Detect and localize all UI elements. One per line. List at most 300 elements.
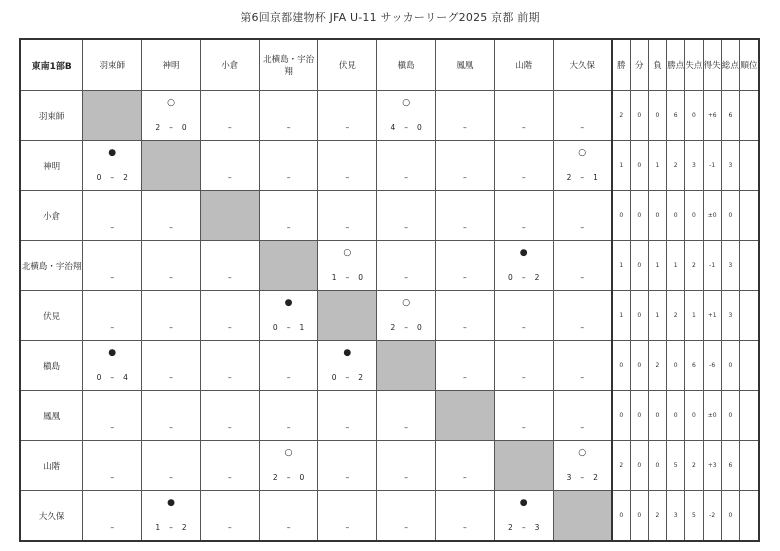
no-match-dash: –: [463, 523, 467, 532]
empty-match-cell: [553, 341, 612, 391]
loss-dot-icon: ●: [167, 498, 175, 508]
no-match-dash: –: [580, 223, 585, 232]
no-match-dash: –: [286, 523, 291, 532]
stat-cell: 0: [667, 191, 685, 241]
no-match-dash: –: [580, 273, 585, 282]
self-match-cell: [318, 291, 377, 341]
home-goals: 2: [272, 473, 278, 482]
no-match-dash: –: [227, 473, 232, 482]
table-row: [20, 341, 759, 391]
row-header-team: 羽束師: [20, 91, 83, 141]
stat-cell: 0: [630, 191, 648, 241]
no-match-dash: –: [521, 123, 526, 132]
match-score: [260, 324, 318, 332]
table-row: [20, 91, 759, 141]
loss-dot-icon: ●: [343, 348, 352, 358]
empty-match-cell: [142, 291, 201, 341]
column-header-stat: 総点: [721, 39, 739, 91]
match-score: [377, 324, 435, 332]
empty-match-cell: [142, 341, 201, 391]
stat-cell: 6: [667, 91, 685, 141]
empty-match-cell: [318, 91, 377, 141]
column-header-team: 伏見: [318, 39, 377, 91]
match-result-cell: [259, 441, 318, 491]
stat-cell: 5: [667, 441, 685, 491]
empty-match-cell: [318, 391, 377, 441]
stat-cell: 0: [648, 91, 666, 141]
score-separator: –: [580, 173, 585, 182]
empty-match-cell: [83, 491, 142, 542]
column-header-team: 槇島: [377, 39, 436, 91]
stat-cell: 1: [648, 141, 666, 191]
empty-match-cell: [83, 191, 142, 241]
stat-cell: 1: [612, 291, 630, 341]
no-match-dash: –: [521, 223, 526, 232]
stat-cell: 0: [648, 391, 666, 441]
stat-cell: 0: [685, 391, 703, 441]
no-match-dash: –: [227, 373, 232, 382]
stat-cell: 0: [612, 491, 630, 542]
no-match-dash: –: [110, 423, 115, 432]
away-goals: 3: [534, 523, 540, 532]
empty-match-cell: [200, 441, 259, 491]
row-header-team: 小倉: [20, 191, 83, 241]
stat-cell: [740, 341, 759, 391]
stat-cell: 0: [630, 341, 648, 391]
stat-cell: 3: [721, 291, 739, 341]
no-match-dash: –: [521, 173, 526, 182]
empty-match-cell: [436, 291, 495, 341]
no-match-dash: –: [580, 423, 585, 432]
home-goals: 2: [155, 123, 161, 132]
row-header-team: 神明: [20, 141, 83, 191]
stat-cell: 3: [721, 141, 739, 191]
page-title: 第6回京都建物杯 JFA U-11 サッカーリーグ2025 京都 前期: [240, 11, 540, 24]
stat-cell: 0: [630, 441, 648, 491]
match-result-cell: [553, 141, 612, 191]
stat-cell: 2: [612, 441, 630, 491]
home-goals: 0: [508, 273, 513, 282]
stat-cell: 0: [630, 491, 648, 542]
empty-match-cell: [259, 341, 318, 391]
stat-cell: 5: [685, 491, 703, 542]
row-header-team: 槇島: [20, 341, 83, 391]
empty-match-cell: [318, 441, 377, 491]
home-goals: 3: [566, 473, 572, 482]
empty-match-cell: [200, 291, 259, 341]
empty-match-cell: [259, 91, 318, 141]
match-result-cell: [377, 291, 436, 341]
stat-cell: 6: [721, 441, 739, 491]
no-match-dash: –: [404, 423, 409, 432]
no-match-dash: –: [169, 223, 173, 232]
no-match-dash: –: [169, 273, 173, 282]
results-body: [20, 91, 759, 542]
empty-match-cell: [377, 441, 436, 491]
score-separator: –: [169, 523, 173, 532]
stat-cell: 3: [667, 491, 685, 542]
loss-dot-icon: ●: [519, 248, 528, 258]
stat-cell: 2: [648, 341, 666, 391]
stat-cell: 0: [667, 391, 685, 441]
no-match-dash: –: [521, 323, 526, 332]
match-score: [318, 374, 376, 382]
empty-match-cell: [259, 141, 318, 191]
no-match-dash: –: [463, 123, 467, 132]
score-separator: –: [345, 273, 350, 282]
table-row: [20, 141, 759, 191]
stat-cell: -6: [703, 341, 721, 391]
no-match-dash: –: [463, 273, 467, 282]
stat-cell: 0: [648, 191, 666, 241]
stat-cell: +6: [703, 91, 721, 141]
no-match-dash: –: [286, 223, 291, 232]
empty-match-cell: [200, 141, 259, 191]
stat-cell: 0: [630, 291, 648, 341]
stat-cell: 0: [612, 191, 630, 241]
header-row: [20, 39, 759, 91]
no-match-dash: –: [345, 223, 350, 232]
stat-cell: [740, 241, 759, 291]
no-match-dash: –: [286, 373, 291, 382]
no-match-dash: –: [110, 273, 115, 282]
no-match-dash: –: [521, 423, 526, 432]
home-goals: 1: [331, 273, 337, 282]
empty-match-cell: [494, 141, 553, 191]
no-match-dash: –: [345, 123, 350, 132]
stat-cell: 1: [612, 241, 630, 291]
no-match-dash: –: [580, 373, 585, 382]
win-circle-icon: ○: [578, 148, 587, 158]
empty-match-cell: [259, 491, 318, 542]
table-row: [20, 491, 759, 542]
no-match-dash: –: [227, 523, 232, 532]
self-match-cell: [259, 241, 318, 291]
away-goals: 2: [123, 173, 128, 182]
empty-match-cell: [494, 191, 553, 241]
empty-match-cell: [553, 391, 612, 441]
stat-cell: 1: [648, 291, 666, 341]
stat-cell: 0: [612, 341, 630, 391]
stat-cell: -2: [703, 491, 721, 542]
stat-cell: -1: [703, 141, 721, 191]
table-row: [20, 441, 759, 491]
stat-cell: 0: [667, 341, 685, 391]
match-score: [260, 474, 318, 482]
no-match-dash: –: [286, 123, 291, 132]
stat-cell: [740, 141, 759, 191]
away-goals: 0: [417, 323, 422, 332]
score-separator: –: [521, 523, 526, 532]
stat-cell: 2: [648, 491, 666, 542]
no-match-dash: –: [169, 423, 173, 432]
column-header-team: 小倉: [200, 39, 259, 91]
empty-match-cell: [83, 391, 142, 441]
column-header-stat: 得失: [703, 39, 721, 91]
column-header-team: 北横島・宇治翔: [259, 39, 318, 91]
column-header-stat: 失点: [685, 39, 703, 91]
home-goals: 2: [508, 523, 513, 532]
score-separator: –: [345, 373, 350, 382]
empty-match-cell: [494, 341, 553, 391]
no-match-dash: –: [463, 373, 467, 382]
stat-cell: 0: [685, 191, 703, 241]
no-match-dash: –: [169, 373, 173, 382]
empty-match-cell: [200, 341, 259, 391]
column-header-stat: 勝: [612, 39, 630, 91]
no-match-dash: –: [169, 473, 173, 482]
match-score: [377, 124, 435, 132]
no-match-dash: –: [345, 173, 350, 182]
stat-cell: 6: [721, 91, 739, 141]
empty-match-cell: [436, 241, 495, 291]
stat-cell: [740, 91, 759, 141]
stat-cell: 3: [685, 141, 703, 191]
table-row: [20, 291, 759, 341]
no-match-dash: –: [286, 423, 291, 432]
column-header-stat: 負: [648, 39, 666, 91]
stat-cell: 0: [721, 191, 739, 241]
home-goals: 0: [96, 173, 102, 182]
empty-match-cell: [259, 391, 318, 441]
no-match-dash: –: [227, 123, 232, 132]
match-result-cell: [142, 91, 201, 141]
score-separator: –: [404, 323, 409, 332]
empty-match-cell: [436, 191, 495, 241]
column-header-stat: 分: [630, 39, 648, 91]
away-goals: 2: [593, 473, 598, 482]
empty-match-cell: [142, 391, 201, 441]
empty-match-cell: [494, 391, 553, 441]
loss-dot-icon: ●: [108, 148, 117, 158]
empty-match-cell: [83, 241, 142, 291]
win-circle-icon: ○: [402, 98, 411, 108]
match-result-cell: [377, 91, 436, 141]
empty-match-cell: [436, 91, 495, 141]
column-header-team: 大久保: [553, 39, 612, 91]
stat-cell: [740, 391, 759, 441]
empty-match-cell: [318, 141, 377, 191]
match-result-cell: [494, 491, 553, 542]
match-result-cell: [83, 141, 142, 191]
column-header-stat: 順位: [740, 39, 759, 91]
empty-match-cell: [436, 491, 495, 542]
loss-dot-icon: ●: [519, 498, 528, 508]
score-separator: –: [286, 323, 291, 332]
away-goals: 0: [417, 123, 422, 132]
away-goals: 2: [534, 273, 540, 282]
empty-match-cell: [377, 191, 436, 241]
empty-match-cell: [200, 241, 259, 291]
no-match-dash: –: [110, 473, 115, 482]
league-table: [19, 38, 760, 542]
match-result-cell: [142, 491, 201, 542]
win-circle-icon: ○: [343, 248, 352, 258]
score-separator: –: [110, 173, 115, 182]
match-score: [554, 174, 611, 182]
stat-cell: 0: [721, 391, 739, 441]
row-header-team: 鳳凰: [20, 391, 83, 441]
empty-match-cell: [377, 391, 436, 441]
score-separator: –: [169, 123, 173, 132]
no-match-dash: –: [227, 273, 232, 282]
empty-match-cell: [494, 91, 553, 141]
self-match-cell: [494, 441, 553, 491]
home-goals: 1: [155, 523, 161, 532]
empty-match-cell: [318, 191, 377, 241]
empty-match-cell: [142, 441, 201, 491]
match-score: [495, 524, 553, 532]
away-goals: 2: [358, 373, 364, 382]
empty-match-cell: [553, 91, 612, 141]
corner-label: 東南1部B: [20, 39, 83, 91]
empty-match-cell: [200, 91, 259, 141]
match-score: [554, 474, 611, 482]
table-row: [20, 191, 759, 241]
score-separator: –: [110, 373, 115, 382]
no-match-dash: –: [345, 423, 350, 432]
no-match-dash: –: [169, 323, 173, 332]
row-header-team: 北横島・宇治翔: [20, 241, 83, 291]
away-goals: 2: [181, 523, 187, 532]
self-match-cell: [377, 341, 436, 391]
win-circle-icon: ○: [284, 448, 293, 458]
stat-cell: ±0: [703, 391, 721, 441]
column-header-stat: 勝点: [667, 39, 685, 91]
away-goals: 1: [593, 173, 598, 182]
stat-cell: 1: [685, 291, 703, 341]
stat-cell: -1: [703, 241, 721, 291]
empty-match-cell: [436, 141, 495, 191]
empty-match-cell: [377, 141, 436, 191]
empty-match-cell: [83, 291, 142, 341]
stat-cell: [740, 191, 759, 241]
away-goals: 0: [358, 273, 364, 282]
column-header-team: 神明: [142, 39, 201, 91]
home-goals: 0: [272, 323, 278, 332]
no-match-dash: –: [110, 223, 115, 232]
empty-match-cell: [377, 241, 436, 291]
row-header-team: 山階: [20, 441, 83, 491]
empty-match-cell: [436, 341, 495, 391]
empty-match-cell: [200, 491, 259, 542]
row-header-team: 大久保: [20, 491, 83, 542]
stat-cell: +3: [703, 441, 721, 491]
self-match-cell: [200, 191, 259, 241]
match-result-cell: [494, 241, 553, 291]
stat-cell: 2: [667, 141, 685, 191]
stat-cell: [740, 291, 759, 341]
no-match-dash: –: [227, 323, 232, 332]
self-match-cell: [142, 141, 201, 191]
empty-match-cell: [142, 241, 201, 291]
no-match-dash: –: [463, 323, 467, 332]
empty-match-cell: [494, 291, 553, 341]
table-row: [20, 241, 759, 291]
match-score: [318, 274, 376, 282]
no-match-dash: –: [345, 473, 350, 482]
stat-cell: 3: [721, 241, 739, 291]
match-result-cell: [259, 291, 318, 341]
match-score: [142, 124, 200, 132]
empty-match-cell: [83, 441, 142, 491]
empty-match-cell: [142, 191, 201, 241]
stat-cell: 1: [648, 241, 666, 291]
match-result-cell: [318, 341, 377, 391]
empty-match-cell: [318, 491, 377, 542]
no-match-dash: –: [227, 173, 232, 182]
match-result-cell: [553, 441, 612, 491]
stat-cell: [740, 491, 759, 542]
stat-cell: 0: [721, 341, 739, 391]
score-separator: –: [521, 273, 526, 282]
no-match-dash: –: [580, 123, 585, 132]
away-goals: 0: [181, 123, 187, 132]
stat-cell: [740, 441, 759, 491]
row-header-team: 伏見: [20, 291, 83, 341]
no-match-dash: –: [404, 473, 409, 482]
self-match-cell: [553, 491, 612, 542]
empty-match-cell: [553, 241, 612, 291]
match-score: [83, 174, 141, 182]
match-score: [83, 374, 141, 382]
stat-cell: 0: [630, 91, 648, 141]
empty-match-cell: [377, 491, 436, 542]
no-match-dash: –: [227, 423, 232, 432]
no-match-dash: –: [110, 323, 115, 332]
stat-cell: 2: [685, 441, 703, 491]
match-score: [495, 274, 553, 282]
stat-cell: 0: [630, 241, 648, 291]
stat-cell: 0: [630, 391, 648, 441]
home-goals: 2: [566, 173, 572, 182]
home-goals: 4: [390, 123, 396, 132]
no-match-dash: –: [404, 523, 409, 532]
stat-cell: 0: [612, 391, 630, 441]
score-separator: –: [286, 473, 291, 482]
no-match-dash: –: [110, 523, 115, 532]
stat-cell: +1: [703, 291, 721, 341]
no-match-dash: –: [521, 373, 526, 382]
loss-dot-icon: ●: [284, 298, 293, 308]
no-match-dash: –: [404, 273, 409, 282]
stat-cell: 1: [667, 241, 685, 291]
stat-cell: 6: [685, 341, 703, 391]
stat-cell: 0: [630, 141, 648, 191]
loss-dot-icon: ●: [108, 348, 117, 358]
no-match-dash: –: [286, 173, 291, 182]
empty-match-cell: [553, 191, 612, 241]
home-goals: 2: [390, 323, 396, 332]
empty-match-cell: [436, 441, 495, 491]
no-match-dash: –: [580, 323, 585, 332]
match-result-cell: [83, 341, 142, 391]
stat-cell: 2: [685, 241, 703, 291]
self-match-cell: [83, 91, 142, 141]
table-row: [20, 391, 759, 441]
column-header-team: 羽束師: [83, 39, 142, 91]
home-goals: 0: [96, 373, 102, 382]
away-goals: 0: [299, 473, 305, 482]
win-circle-icon: ○: [402, 298, 411, 308]
stat-cell: 2: [667, 291, 685, 341]
stat-cell: 2: [612, 91, 630, 141]
no-match-dash: –: [463, 173, 467, 182]
stat-cell: 1: [612, 141, 630, 191]
score-separator: –: [580, 473, 585, 482]
away-goals: 1: [299, 323, 305, 332]
no-match-dash: –: [404, 173, 409, 182]
